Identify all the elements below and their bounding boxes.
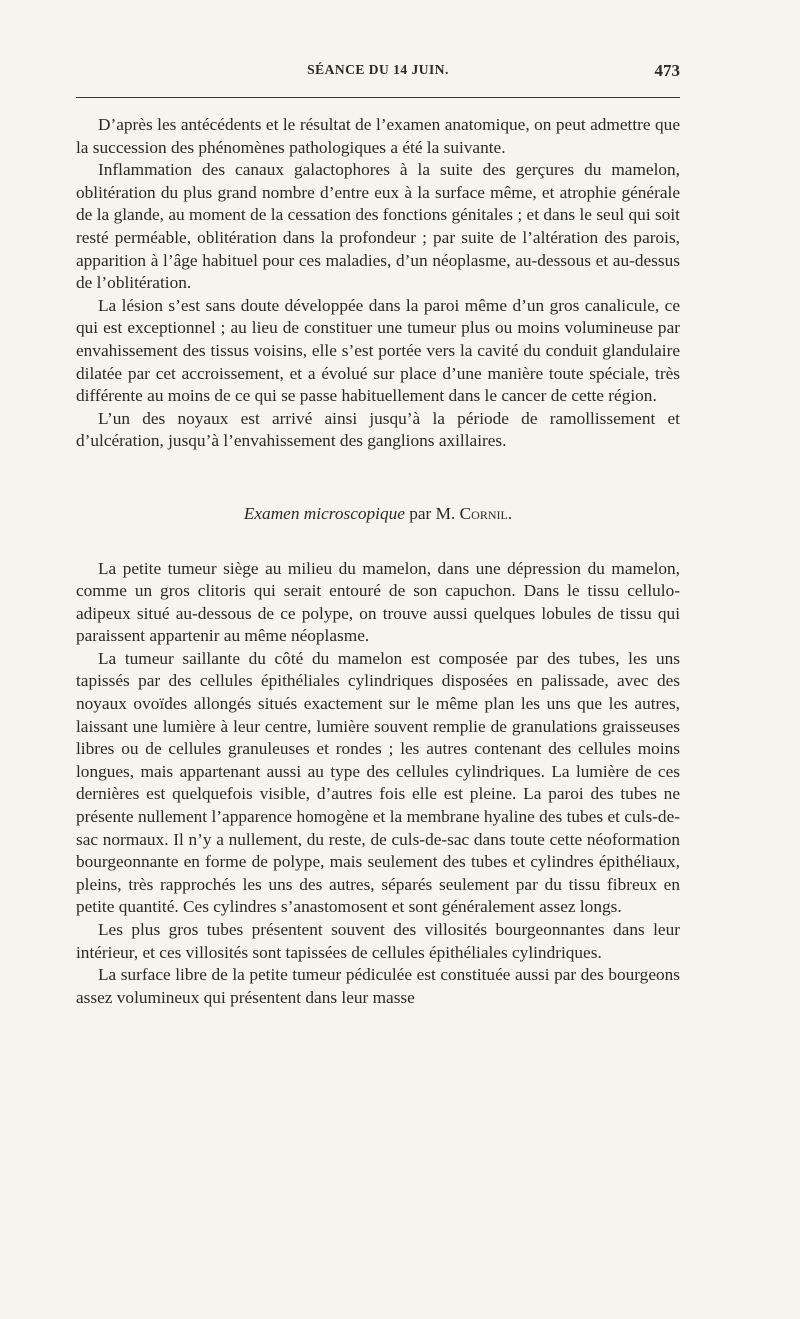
section-title: Examen microscopique [243, 503, 405, 523]
paragraph: La tumeur saillante du côté du mamelon est composée par des tubes, les uns tapissés par des cellules épithéliales cylindriques disposées en palissade, avec des noyaux ovoïdes allongés situés exactement sur le même plan les uns que les autres, laissant une lumière à leur centre, lumière souvent remplie de granulations graisseuses libres ou de cellules granuleuses et rondes ; les autres contenant des cellules moins longues, mais appartenant aussi au type des cellules cylindriques. La lumière de ces dernières est quelquefois visible, d’autres fois elle est pleine. La paroi des tubes ne présente nullement l’apparence homogène et la membrane hyaline des tubes et culs-de-sac normaux. Il n’y a nullement, du reste, de culs-de-sac dans toute cette néoformation bourgeonnante en forme de polype, mais seulement des tubes et cylindres épithéliaux, pleins, très rapprochés les uns des autres, séparés seulement par du tissu fibreux en petite quantité. Ces cylindres s’anastomosent et sont généralement assez longs. [76, 648, 680, 917]
section-author: Cornil. [459, 503, 513, 523]
page-number: 473 [654, 61, 680, 80]
paragraph: D’après les antécédents et le résultat de l’examen anatomique, on peut admettre que la succession des phénomènes pathologiques a été la suivante. [76, 115, 680, 157]
paragraph: La surface libre de la petite tumeur pédiculée est constituée aussi par des bourgeons assez volumineux qui présentent dans leur masse [76, 965, 680, 1007]
running-title: SÉANCE DU 14 JUIN. [307, 62, 449, 77]
paragraph: L’un des noyaux est arrivé ainsi jusqu’à la période de ramollissement et d’ulcération, jusqu’à l’envahissement des ganglions axillaires. [76, 408, 680, 451]
running-head [76, 62, 680, 86]
paragraph: La petite tumeur siège au milieu du mamelon, dans une dépression du mamelon, comme un gros clitoris qui serait entouré de son capuchon. Dans le tissu cellulo-adipeux situé au-dessous de ce polype, on trouve aussi quelques lobules de tissu qui paraissent appartenir au même néoplasme. [76, 558, 680, 646]
paragraph: Inflammation des canaux galactophores à la suite des gerçures du mamelon, oblitération du plus grand nombre d’entre eux à la surface même, et atrophie générale de la glande, au moment de la cessation des fonctions génitales ; et dans le seul qui soit resté perméable, oblitération dans la profondeur ; par suite de l’altération des parois, apparition à l’âge habituel pour ces maladies, d’un néoplasme, au-dessous et au-dessus de l’oblitération. [76, 160, 680, 293]
body-text [76, 114, 680, 1009]
paragraph: Les plus gros tubes présentent souvent des villosités bourgeonnantes dans leur intérieur, et ces villosités sont tapissées de cellules épithéliales cylindriques. [76, 920, 680, 962]
paragraph: La lésion s’est sans doute développée dans la paroi même d’un gros canalicule, ce qui est exceptionnel ; au lieu de constituer une tumeur plus ou moins volumineuse par envahissement des tissus voisins, elle s’est portée vers la cavité du conduit glandulaire dilatée par cet accroissement, et a évolué sur place d’une manière toute spéciale, très différente au moins de ce qui se passe habituellement dans le cancer de cette région. [76, 295, 680, 406]
section-heading [76, 503, 680, 526]
section-by: par M. [409, 503, 456, 523]
header-rule [76, 97, 680, 98]
